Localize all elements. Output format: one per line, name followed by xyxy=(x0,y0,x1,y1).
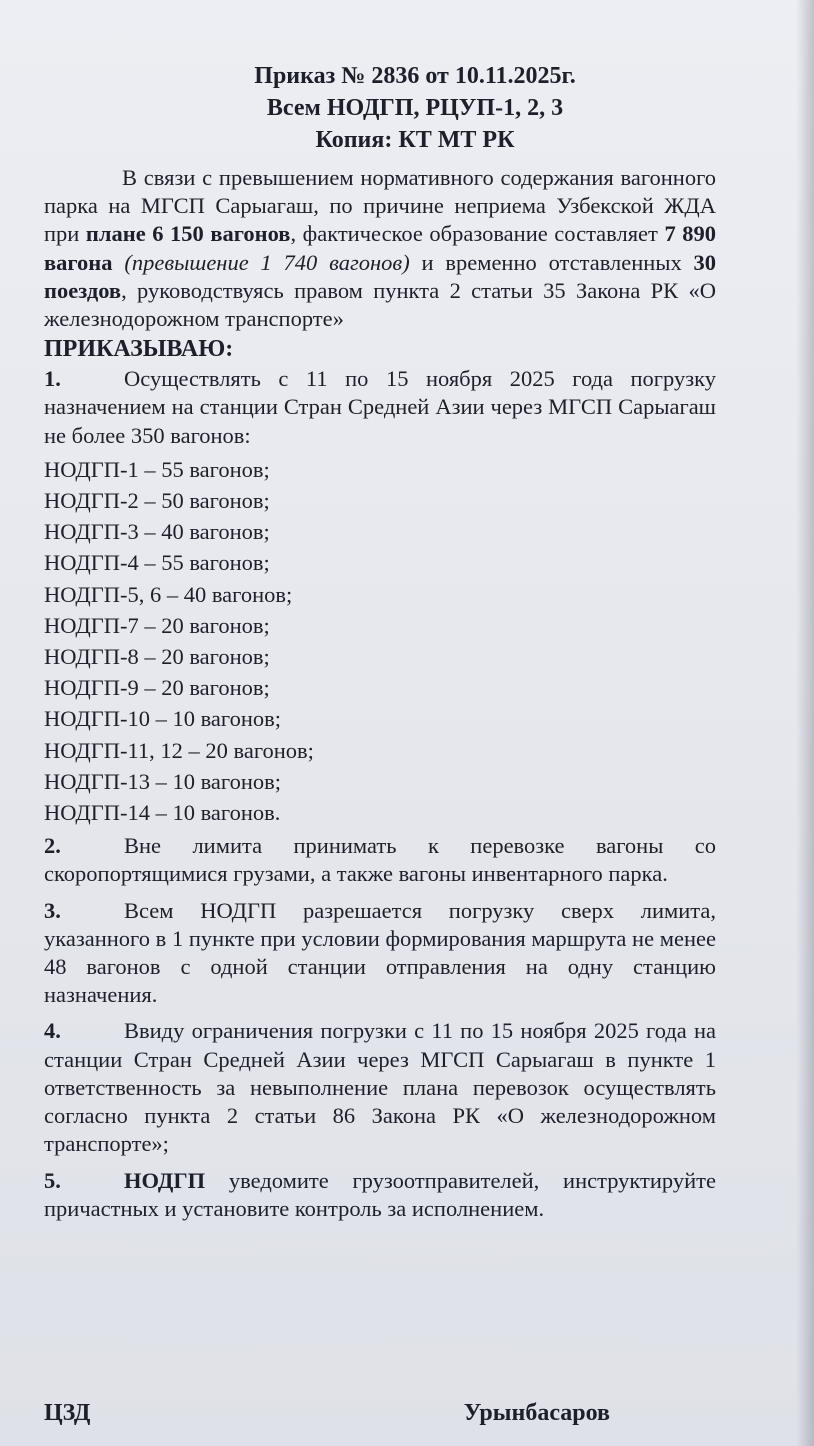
item-number: 4. xyxy=(44,1018,61,1044)
limit-line: НОДГП-5, 6 – 40 вагонов; xyxy=(44,581,293,607)
item-text: Осуществлять с 11 по 15 ноября 2025 года погрузку назначением на станции Стран Средней Азии через МГСП Сарыагаш не более 350 вагонов: xyxy=(44,366,716,448)
intro-text-5: , руководствуясь правом пункта 2 статьи 35 Закона РК «О железнодорожном транспорте» xyxy=(44,277,716,332)
order-item-5 xyxy=(44,1167,716,1223)
item-text: Вне лимита принимать к перевозке вагоны со скоропортящимися грузами, а также вагоны инвентарного парка. xyxy=(44,833,716,887)
limit-line: НОДГП-3 – 40 вагонов; xyxy=(44,519,270,545)
order-item-1 xyxy=(44,365,716,450)
item-number: 5. xyxy=(44,1167,61,1193)
actual-value: 7 890 вагона xyxy=(44,221,716,275)
item-text: Ввиду ограничения погрузки с 11 по 15 ноября 2025 года на станции Стран Средней Азии через МГСП Сарыагаш в пункте 1 ответственность за невыполнение плана перевозок осуществлять согласно пункта 2 статьи 86 Закона РК «О железнодорожном транспорте»; xyxy=(44,1018,716,1157)
intro-text-1: В связи с превышением нормативного содержания вагонного парка на МГСП Сарыагаш, по причине неприема Узбекской ЖДА при xyxy=(44,165,716,247)
limit-line: НОДГП-13 – 10 вагонов; xyxy=(44,768,281,794)
intro-text-4: и временно отставленных xyxy=(409,249,694,275)
order-item-2 xyxy=(44,832,716,888)
limit-line: НОДГП-2 – 50 вагонов; xyxy=(44,488,270,514)
order-header xyxy=(114,60,716,156)
item-number: 3. xyxy=(44,897,61,923)
trains-value: 30 поездов xyxy=(44,249,717,303)
order-number-line: Приказ № 2836 от 10.11.2025г. xyxy=(254,63,576,89)
limit-line: НОДГП-10 – 10 вагонов; xyxy=(44,706,281,732)
excess-value: (превышение 1 740 вагонов) xyxy=(124,249,410,275)
item-text: Всем НОДГП разрешается погрузку сверх лимита, указанного в 1 пункте при условии формирования маршрута не менее 48 вагонов с одной станции отправления на одну станцию назначения. xyxy=(44,897,716,1008)
limit-line: НОДГП-11, 12 – 20 вагонов; xyxy=(44,737,314,763)
limit-line: НОДГП-9 – 20 вагонов; xyxy=(44,675,270,701)
limit-line: НОДГП-14 – 10 вагонов. xyxy=(44,800,281,826)
signature-block xyxy=(44,1400,610,1427)
recipients-line: Всем НОДГП, РЦУП-1, 2, 3 xyxy=(266,95,564,121)
limit-list xyxy=(44,454,716,828)
order-heading: ПРИКАЗЫВАЮ: xyxy=(44,336,234,363)
intro-text-3 xyxy=(113,250,125,275)
page-shadow xyxy=(796,0,814,1446)
item-number: 2. xyxy=(44,833,61,859)
copy-line: Копия: КТ МТ РК xyxy=(315,127,515,153)
signature-department: ЦЗД xyxy=(44,1400,91,1426)
order-body xyxy=(44,164,716,1223)
signature-name: Урынбасаров xyxy=(463,1400,610,1426)
limit-line: НОДГП-1 – 55 вагонов; xyxy=(44,456,270,482)
item-number: 1. xyxy=(44,366,61,392)
item-bold-subject: НОДГП xyxy=(124,1167,206,1193)
order-item-3 xyxy=(44,897,716,1010)
limit-line: НОДГП-8 – 20 вагонов; xyxy=(44,644,270,670)
item-text: уведомите грузоотправителей, инструктируйте причастных и установите контроль за исполнением. xyxy=(44,1167,716,1221)
order-item-4 xyxy=(44,1017,716,1158)
limit-line: НОДГП-7 – 20 вагонов; xyxy=(44,612,270,638)
intro-paragraph xyxy=(44,164,716,333)
limit-line: НОДГП-4 – 55 вагонов; xyxy=(44,550,270,576)
plan-value: плане 6 150 вагонов xyxy=(85,221,291,247)
intro-text-2: , фактическое образование составляет xyxy=(290,221,665,247)
